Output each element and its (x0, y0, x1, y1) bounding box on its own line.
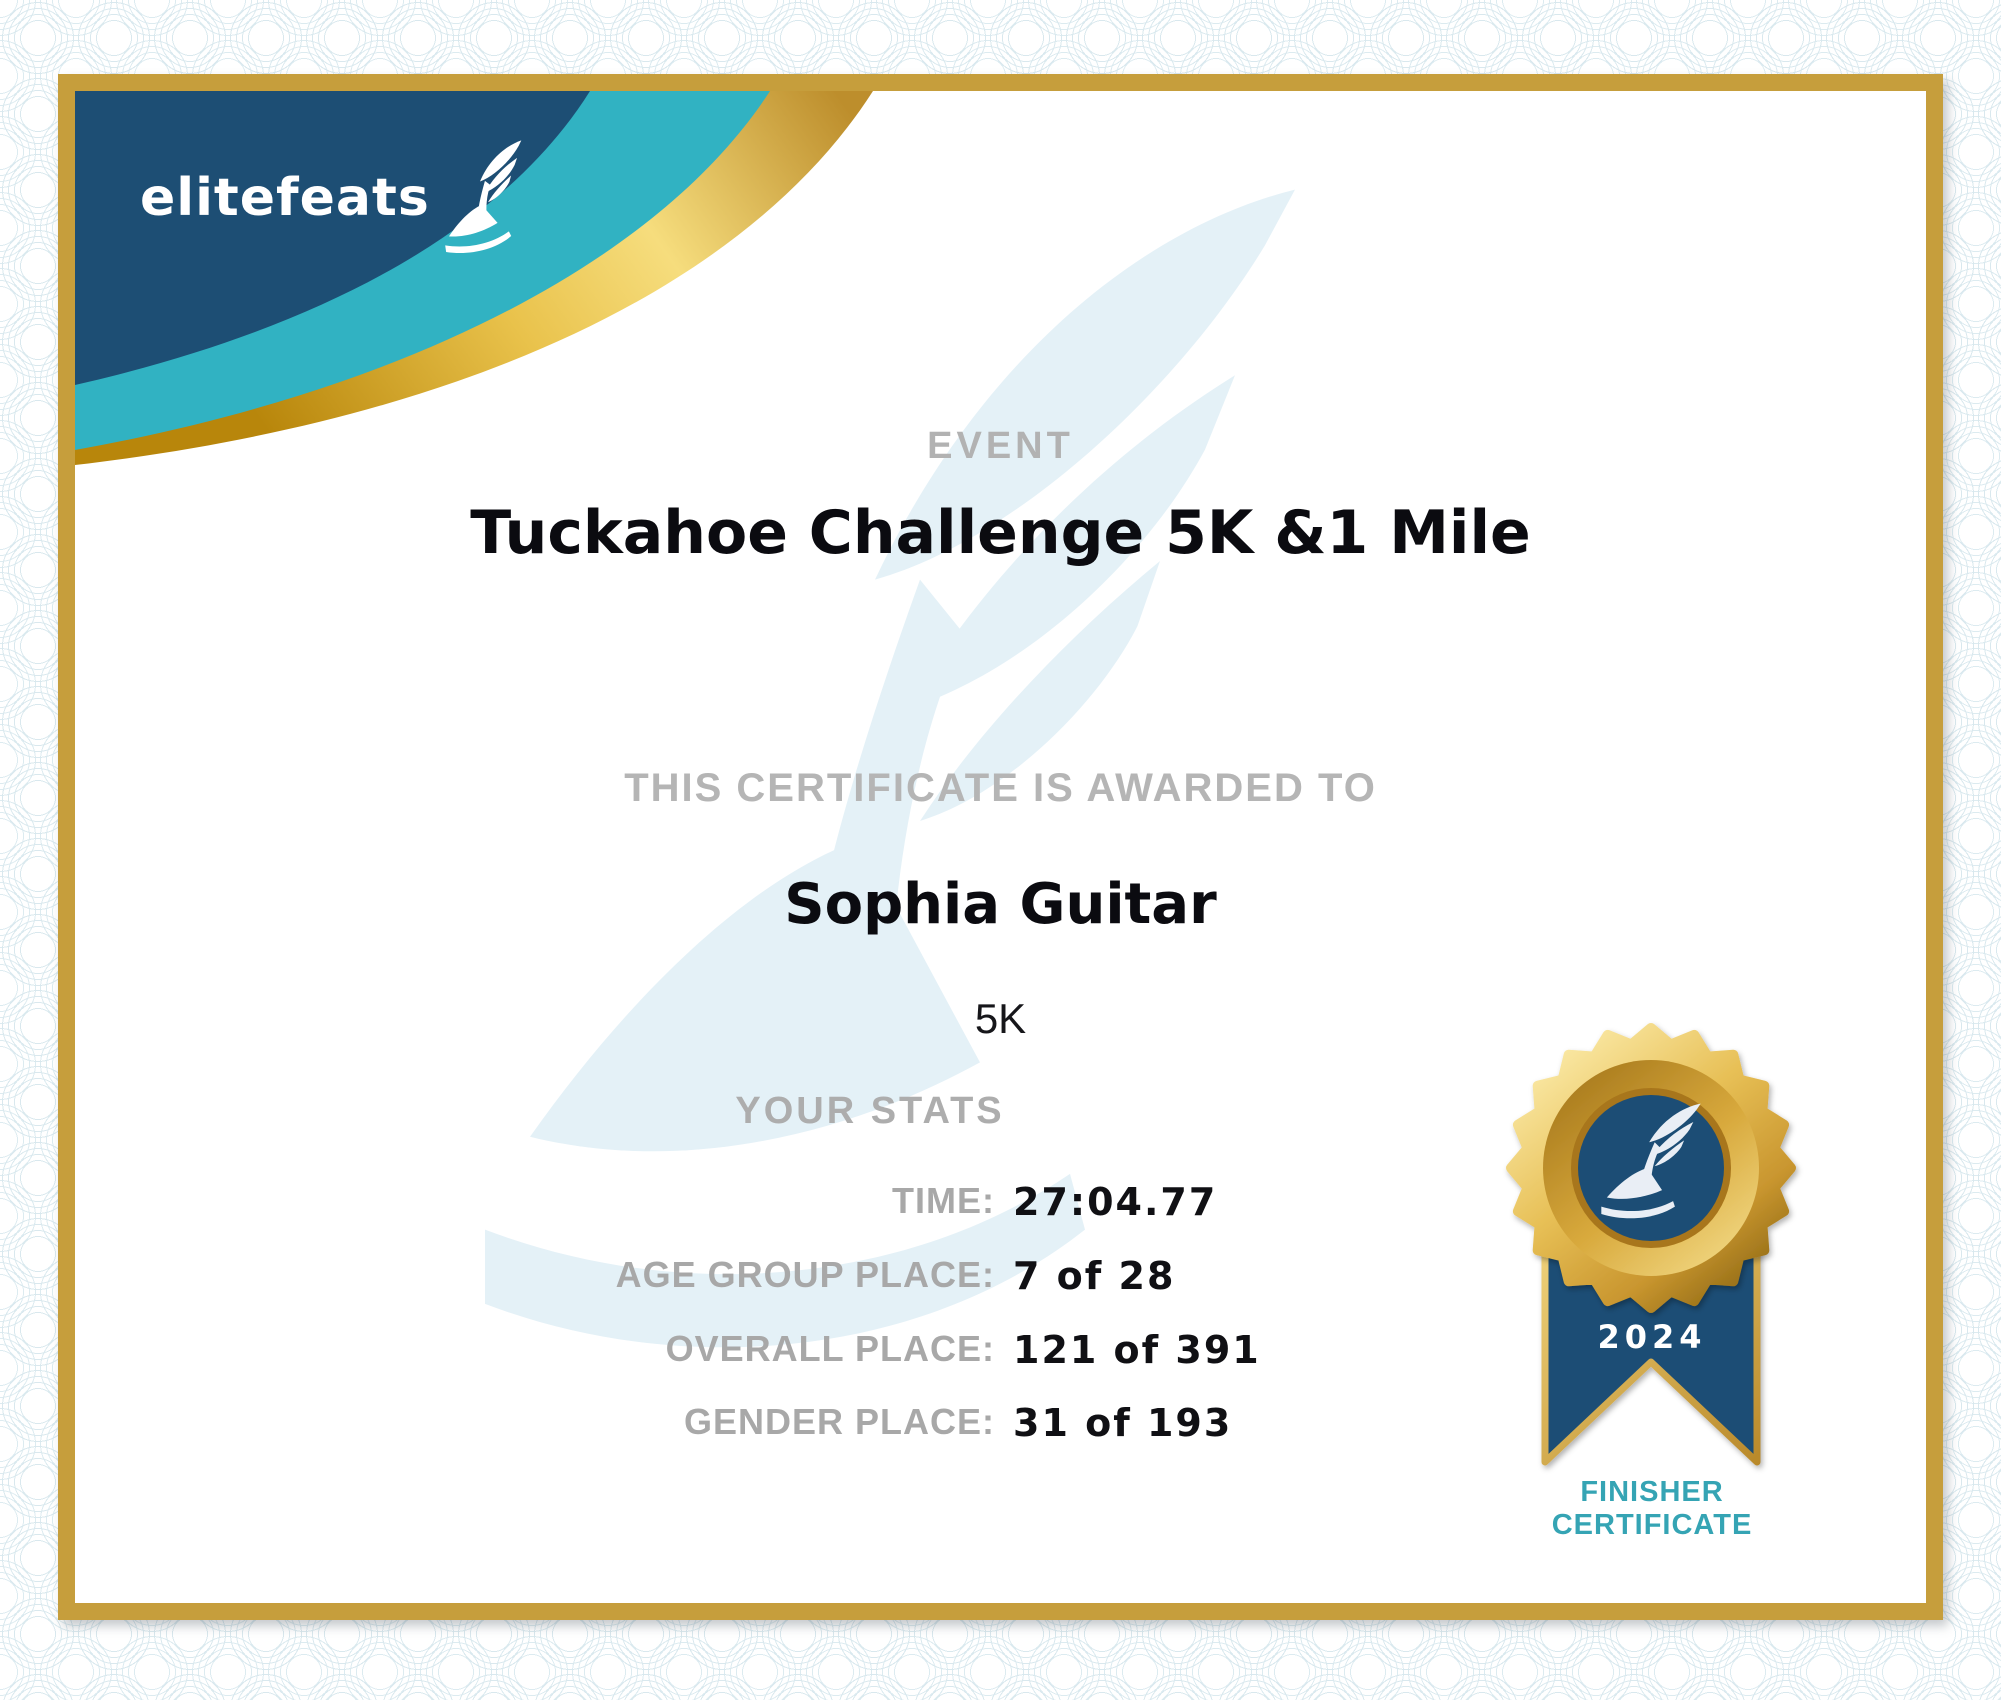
division-label: 5K (974, 995, 1027, 1042)
badge-caption-line1: FINISHER (1580, 1476, 1724, 1508)
stat-label: OVERALL PLACE: (665, 1328, 995, 1369)
badge-caption-line2: CERTIFICATE (1551, 1509, 1753, 1541)
award-intro: THIS CERTIFICATE IS AWARDED TO (624, 766, 1377, 810)
winged-foot-icon (425, 137, 541, 270)
stat-label: GENDER PLACE: (683, 1401, 995, 1442)
brand-logo-text: elitefeats (140, 168, 430, 228)
stat-label: TIME: (892, 1180, 995, 1221)
finisher-badge (1500, 1015, 1804, 1475)
stats-heading: YOUR STATS (735, 1090, 1005, 1132)
stat-value: 7 of 28 (1013, 1254, 1176, 1298)
stat-value: 27:04.77 (1013, 1180, 1218, 1224)
event-label: EVENT (927, 425, 1074, 467)
stat-value: 31 of 193 (1013, 1401, 1233, 1445)
stat-value: 121 of 391 (1013, 1328, 1261, 1372)
recipient-name: Sophia Guitar (784, 872, 1217, 937)
stat-label: AGE GROUP PLACE: (615, 1254, 995, 1295)
badge-caption (1470, 1476, 1834, 1542)
event-title: Tuckahoe Challenge 5K &1 Mile (470, 498, 1531, 568)
badge-year: 2024 (1597, 1318, 1707, 1356)
